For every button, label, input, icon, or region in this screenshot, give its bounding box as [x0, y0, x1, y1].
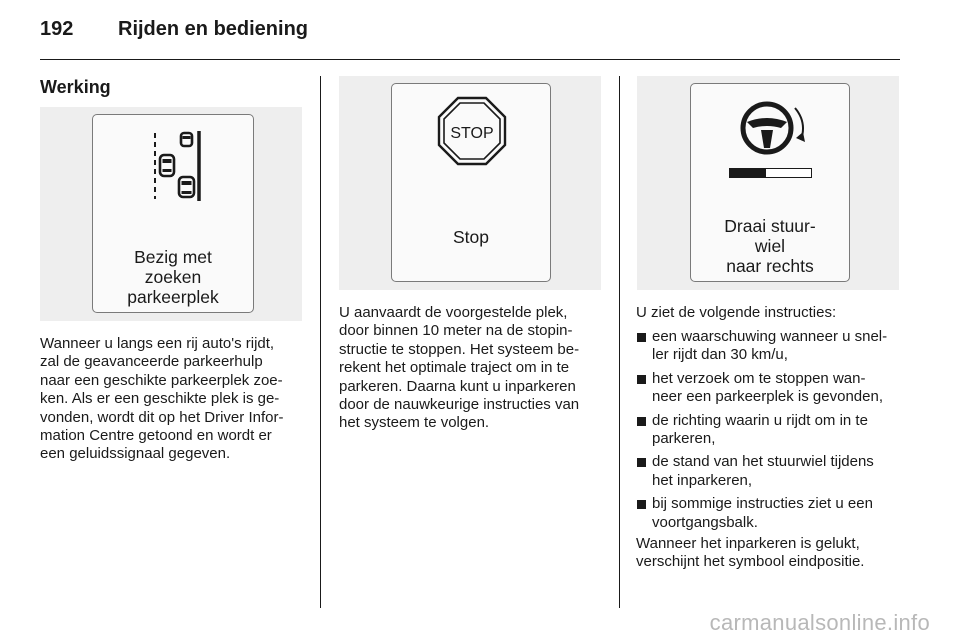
- list-item: de richting waarin u rijdt om in te parkeren,: [636, 412, 902, 449]
- display-stop-label: Stop: [453, 227, 489, 247]
- stop-sign-text: STOP: [450, 125, 494, 142]
- header-rule: [40, 59, 900, 60]
- bullet-square-icon: [637, 417, 646, 426]
- page-title: Rijden en bediening: [118, 18, 309, 40]
- bullet-square-icon: [637, 333, 646, 342]
- display-text-line-3: parkeerplek: [127, 287, 219, 307]
- list-item: een waarschuwing wanneer u snel- ler rijdt dan 30 km/u,: [636, 328, 902, 365]
- instructions-intro: U ziet de volgende instructies:: [636, 304, 837, 321]
- instructions-list: [636, 328, 902, 537]
- display-text-line-1: Draai stuur-: [724, 216, 816, 236]
- paragraph-operation: Wanneer u langs een rij auto's rijdt, zal de geavanceerde parkeerhulp naar een geschikte parkeerplek zoe- ken. Als er een geschikte plek is ge- vonden, wordt dit op het Driver Infor- mation Centre getoond en wordt er een geluidssignaal gegeven.: [40, 335, 284, 463]
- display-text-line-2: wiel: [754, 236, 786, 256]
- watermark: carmanualsonline.info: [709, 610, 930, 635]
- bullet-square-icon: [637, 375, 646, 384]
- display-parking-search: [92, 114, 254, 313]
- bullet-square-icon: [637, 500, 646, 509]
- stop-sign-icon: [437, 96, 507, 166]
- display-text-line-2: zoeken: [144, 267, 202, 287]
- display-text-line-1: Bezig met: [134, 247, 212, 267]
- parking-row-cars-icon: [93, 115, 255, 205]
- display-steering: [690, 83, 850, 282]
- list-item: de stand van het stuurwiel tijdens het inparkeren,: [636, 453, 902, 490]
- column-divider-1: [320, 76, 321, 608]
- steering-wheel-icon: [733, 92, 813, 162]
- section-heading: Werking: [40, 77, 111, 97]
- page-number: 192: [40, 18, 74, 40]
- paragraph-accept-spot: U aanvaardt de voorgestelde plek, door binnen 10 meter na de stopin- structie te stoppen. Het systeem be- rekent het optimale traject om in te parkeren. Daarna kunt u inparkeren door de nauwkeurige instructies van het systeem te volgen.: [339, 304, 580, 432]
- display-text-line-3: naar rechts: [726, 256, 814, 276]
- closing-paragraph: Wanneer het inparkeren is gelukt, verschijnt het symbool eindpositie.: [636, 535, 865, 571]
- list-item: bij sommige instructies ziet u een voortgangsbalk.: [636, 495, 902, 532]
- display-stop: [391, 83, 551, 282]
- progress-bar-fill: [730, 169, 766, 177]
- list-item: het verzoek om te stoppen wan- neer een parkeerplek is gevonden,: [636, 370, 902, 407]
- bullet-square-icon: [637, 458, 646, 467]
- column-divider-2: [619, 76, 620, 608]
- progress-bar: [729, 168, 812, 178]
